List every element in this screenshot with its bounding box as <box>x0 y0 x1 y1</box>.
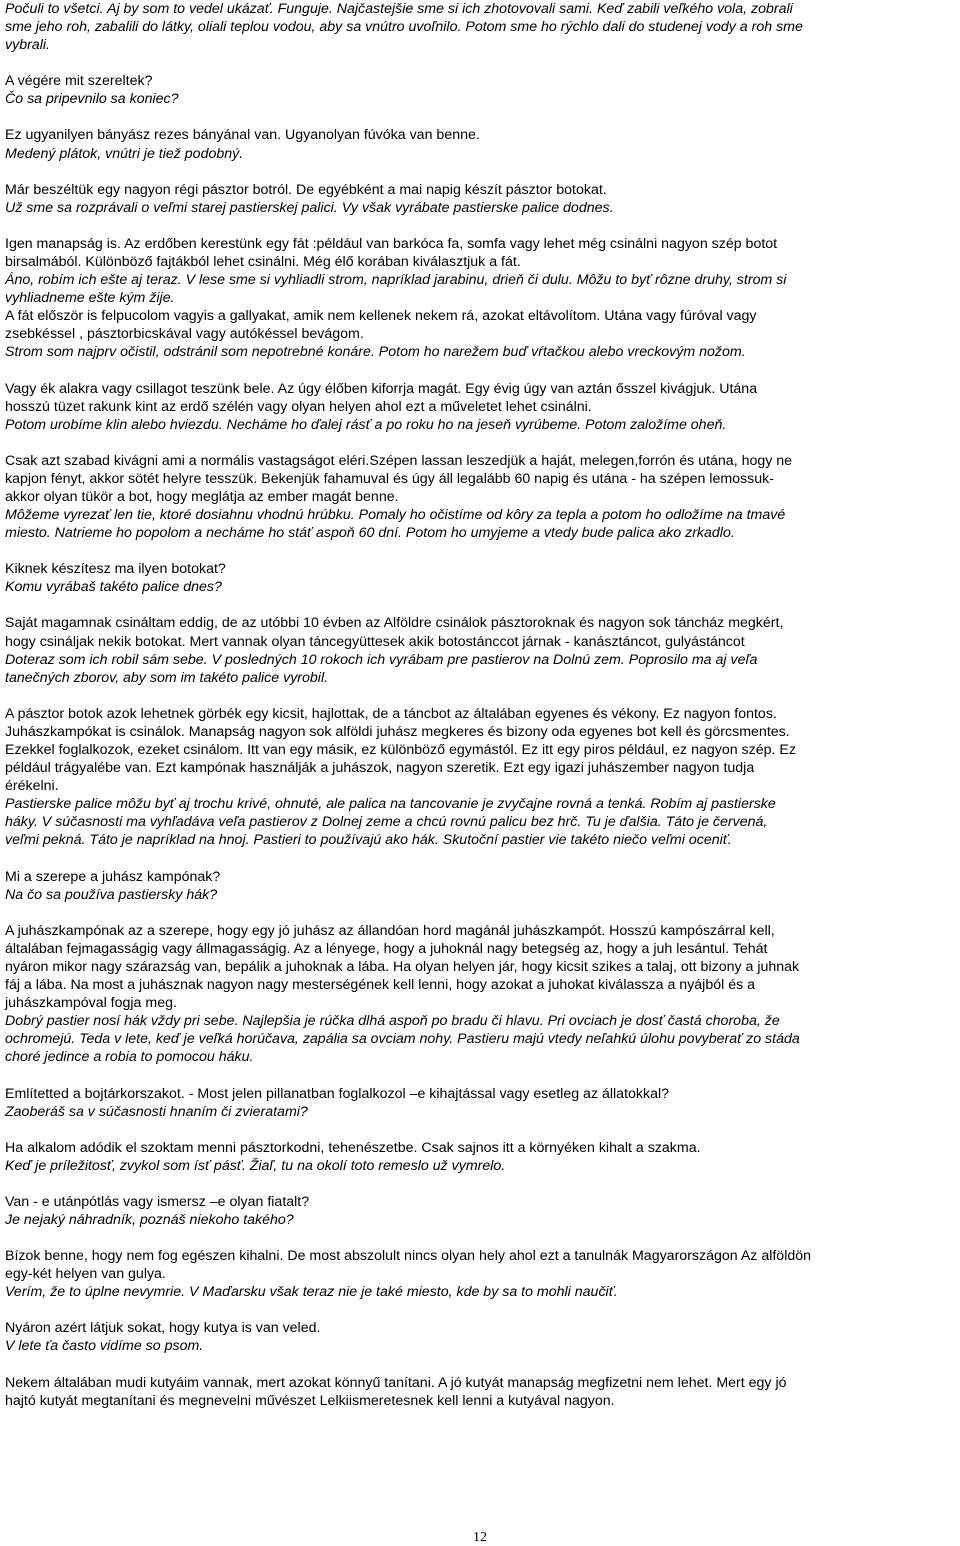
paragraph <box>5 614 955 686</box>
slovak-line: Môžeme vyrezať len tie, ktoré dosiahnu vhodnú hrúbku. Pomaly ho očistíme od kôry za tepla a potom ho odložíme na tmavé <box>5 507 786 524</box>
hungarian-line: Juhászkampókat is csinálok. Manapság nagyon sok alföldi juhász megkeres és bizony oda egyenes bot kell és görcsmentes. <box>5 723 790 740</box>
paragraph <box>5 1193 955 1229</box>
paragraph <box>5 380 955 434</box>
hungarian-line: zsebkéssel , pásztorbicskával vagy autókéssel bevágom. <box>5 326 364 343</box>
slovak-line: Čo sa pripevnilo sa koniec? <box>5 91 179 108</box>
hungarian-line: Ez ugyanilyen bányász rezes bányánal van. Ugyanolyan fúvóka van benne. <box>5 127 480 144</box>
paragraph <box>5 0 955 54</box>
hungarian-line: hajtó kutyát megtanítani és megnevelni művészet Lelkiismeretesnek kell lenni a kutyával nagyon. <box>5 1392 615 1409</box>
slovak-line: miesto. Natrieme ho popolom a necháme ho stáť aspoň 60 dní. Potom ho umyjeme a vtedy bude palica ako zrkadlo. <box>5 525 735 542</box>
hungarian-line: birsalmából. Különböző fajtákból lehet csinálni. Még élő korában kiválasztjuk a fát. <box>5 253 521 270</box>
slovak-line: Pastierske palice môžu byť aj trochu krivé, ohnuté, ale palica na tancovanie je zvyčajne rovná a tenká. Robím aj pastierske <box>5 796 776 813</box>
slovak-line: Na čo sa používa pastiersky hák? <box>5 886 218 903</box>
paragraph <box>5 1085 955 1121</box>
hungarian-line: kapjon fényt, akkor sötét helyre tesszük. Bekenjük fahamuval és úgy áll legalább 60 napig és utána - ha szépen lemossuk- <box>5 470 774 487</box>
paragraph <box>5 1139 955 1175</box>
document-body <box>5 0 955 1428</box>
paragraph <box>5 560 955 596</box>
hungarian-line: Már beszéltük egy nagyon régi pásztor botról. De egyébként a mai napig készít pásztor botokat. <box>5 181 607 198</box>
slovak-line: Doteraz som ich robil sám sebe. V posledných 10 rokoch ich vyrábam pre pastierov na Dolnú zem. Poprosilo ma aj veľa <box>5 651 758 668</box>
hungarian-line: hosszú tüzet rakunk kint az erdő szélén vagy olyan helyen ahol ezt a műveletet lehet csinálni. <box>5 398 592 415</box>
slovak-line: V lete ťa často vidíme so psom. <box>5 1338 204 1355</box>
paragraph <box>5 126 955 162</box>
hungarian-line: A végére mit szereltek? <box>5 73 153 90</box>
slovak-line: Zaoberáš sa v súčasnosti hnaním či zvieratami? <box>5 1103 308 1120</box>
slovak-line: Keď je príležitosť, zvykol som ísť pásť. Žiaľ, tu na okolí toto remeslo už vymrelo. <box>5 1157 506 1174</box>
hungarian-line: Saját magamnak csináltam eddig, de az utóbbi 10 évben az Alföldre csinálok pásztoroknak és nagyon sok táncház megkért, <box>5 615 784 632</box>
slovak-line: Strom som najprv očistil, odstránil som nepotrebné konáre. Potom ho narežem buď vŕtačkou alebo vreckovým nožom. <box>5 344 746 361</box>
hungarian-line: például trágyalébe van. Ezt kampónak használják a juhászok, nagyon szeretik. Ezt egy igazi juhászember nagyon tudja <box>5 760 755 777</box>
hungarian-line: Bízok benne, hogy nem fog egészen kihalni. De most abszolult nincs olyan hely ahol ezt a tanulnák Magyarországon Az alföldön <box>5 1248 812 1265</box>
slovak-line: veľmi pekná. Táto je napríklad na hnoj. Pastieri to používajú ako hák. Skutoční pastier vie takéto niečo veľmi oceniť. <box>5 832 732 849</box>
hungarian-line: Mi a szerepe a juhász kampónak? <box>5 868 221 885</box>
hungarian-line: A fát először is felpucolom vagyis a gallyakat, amik nem kellenek nekem rá, azokat eltávolítom. Utána vagy fúróval vagy <box>5 308 757 325</box>
slovak-line: Áno, robím ich ešte aj teraz. V lese sme si vyhliadli strom, napríklad jarabinu, drieň či dulu. Môžu to byť rôzne druhy, strom si <box>5 272 787 289</box>
paragraph <box>5 1374 955 1410</box>
slovak-line: Už sme sa rozprávali o veľmi starej pastierskej palici. Vy však vyrábate pastierske palice dodnes. <box>5 199 614 216</box>
paragraph <box>5 181 955 217</box>
paragraph <box>5 452 955 542</box>
hungarian-line: akkor olyan tükör a bot, hogy meglátja az ember magát benne. <box>5 488 399 505</box>
page-number: 12 <box>473 1530 487 1545</box>
hungarian-line: általában fejmagasságig vagy állmagasságig. Az a lényege, hogy a juhoknál nagy betegség az, hogy a juh lesántul. Tehát <box>5 940 768 957</box>
hungarian-line: nyáron mikor nagy szárazság van, bepálik a juhoknak a lába. Ha olyan helyen jár, hogy kicsit szikes a talaj, ott bizony a juhnak <box>5 958 800 975</box>
hungarian-line: juhászkampóval fogja meg. <box>5 995 177 1012</box>
slovak-line: tanečných zborov, aby som im takéto palice vyrobil. <box>5 669 329 686</box>
hungarian-line: Van - e utánpótlás vagy ismersz –e olyan fiatalt? <box>5 1193 310 1210</box>
slovak-line: vyhliadneme ešte kým žije. <box>5 290 175 307</box>
slovak-line: Komu vyrábaš takéto palice dnes? <box>5 579 222 596</box>
slovak-line: Počuli to všetci. Aj by som to vedel ukázať. Funguje. Najčastejšie sme si ich zhotovovali sami. Keď zabili veľkého vola, zobrali <box>5 1 793 17</box>
hungarian-line: A juhászkampónak az a szerepe, hogy egy jó juhász az állandóan hord magánál juhászkampót. Hosszú kampószárral kell, <box>5 922 775 939</box>
hungarian-line: Kiknek készítesz ma ilyen botokat? <box>5 561 226 578</box>
hungarian-line: A pásztor botok azok lehetnek görbék egy kicsit, hajlottak, de a táncbot az általában egyenes és vékony. Ez nagyon fontos. <box>5 705 777 722</box>
paragraph <box>5 235 955 362</box>
hungarian-line: Említetted a bojtárkorszakot. - Most jelen pillanatban foglalkozol –e kihajtással vagy esetleg az állatokkal? <box>5 1085 670 1102</box>
hungarian-line: érékelni. <box>5 778 59 795</box>
paragraph <box>5 922 955 1067</box>
slovak-line: Potom urobíme klin alebo hviezdu. Necháme ho ďalej rásť a po roku ho na jeseň vyrúbeme. Potom založíme oheň. <box>5 416 727 433</box>
slovak-line: Medený plátok, vnútri je tiež podobný. <box>5 145 244 162</box>
slovak-line: sme jeho roh, zabalili do látky, oliali teplou vodou, aby sa vnútro uvoľnilo. Potom sme ho rýchlo dali do studenej vody a roh sme <box>5 19 803 36</box>
slovak-line: choré jedince a robia to pomocou háku. <box>5 1049 254 1066</box>
hungarian-line: egy-két helyen van gulya. <box>5 1266 166 1283</box>
paragraph <box>5 1247 955 1301</box>
hungarian-line: Csak azt szabad kivágni ami a normális vastagságot eléri.Szépen lassan leszedjük a haját, melegen,forrón és utána, hogy ne <box>5 452 793 469</box>
slovak-line: Je nejaký náhradník, poznáš niekoho takého? <box>5 1211 294 1228</box>
slovak-line: ochromejú. Teda v lete, keď je veľká horúčava, zapália sa ovciam nohy. Pastieru majú vtedy neľahkú úlohu povyberať zo stáda <box>5 1031 800 1048</box>
hungarian-line: Ezekkel foglalkozok, ezeket csinálom. Itt van egy másik, ez különböző egymástól. Ez itt egy piros például, ez nagyon szép. Ez <box>5 742 796 758</box>
hungarian-line: Igen manapság is. Az erdőben kerestünk egy fát :például van barkóca fa, somfa vagy lehet még csinálni nagyon szép botot <box>5 235 778 252</box>
paragraph <box>5 72 955 108</box>
hungarian-line: Nyáron azért látjuk sokat, hogy kutya is van veled. <box>5 1320 321 1337</box>
hungarian-line: Ha alkalom adódik el szoktam menni pásztorkodni, tehenészetbe. Csak sajnos itt a környéken kihalt a szakma. <box>5 1139 701 1156</box>
slovak-line: Dobrý pastier nosí hák vždy pri sebe. Najlepšia je rúčka dlhá aspoň po bradu či hlavu. Pri ovciach je dosť častá choroba, že <box>5 1013 780 1030</box>
paragraph <box>5 705 955 850</box>
slovak-line: háky. V súčasnosti ma vyhľadáva veľa pastierov z Dolnej zeme a chcú rovnú palicu bez hrč. Tu je ďalšia. Táto je červená, <box>5 814 768 831</box>
paragraph <box>5 868 955 904</box>
hungarian-line: Nekem általában mudi kutyáim vannak, mert azokat könnyű tanítani. A jó kutyát manapság megfizetni nem lehet. Mert egy jó <box>5 1374 787 1391</box>
hungarian-line: hogy csináljak nekik botokat. Mert vannak olyan táncegyüttesek akik botostánccot járnak - kanásztáncot, gulyástáncot <box>5 633 745 650</box>
slovak-line: vybrali. <box>5 37 50 54</box>
hungarian-line: Vagy ék alakra vagy csillagot teszünk bele. Az úgy élőben kiforrja magát. Egy évig úgy van aztán ősszel kivágjuk. Utána <box>5 380 758 397</box>
paragraph <box>5 1319 955 1355</box>
hungarian-line: fáj a lába. Na most a juhásznak nagyon nagy mesterségének kell lenni, hogy azokat a juhokat kiválassza a nyájból és a <box>5 977 756 994</box>
slovak-line: Verím, že to úplne nevymrie. V Maďarsku však teraz nie je také miesto, kde by sa to mohli naučiť. <box>5 1284 618 1301</box>
